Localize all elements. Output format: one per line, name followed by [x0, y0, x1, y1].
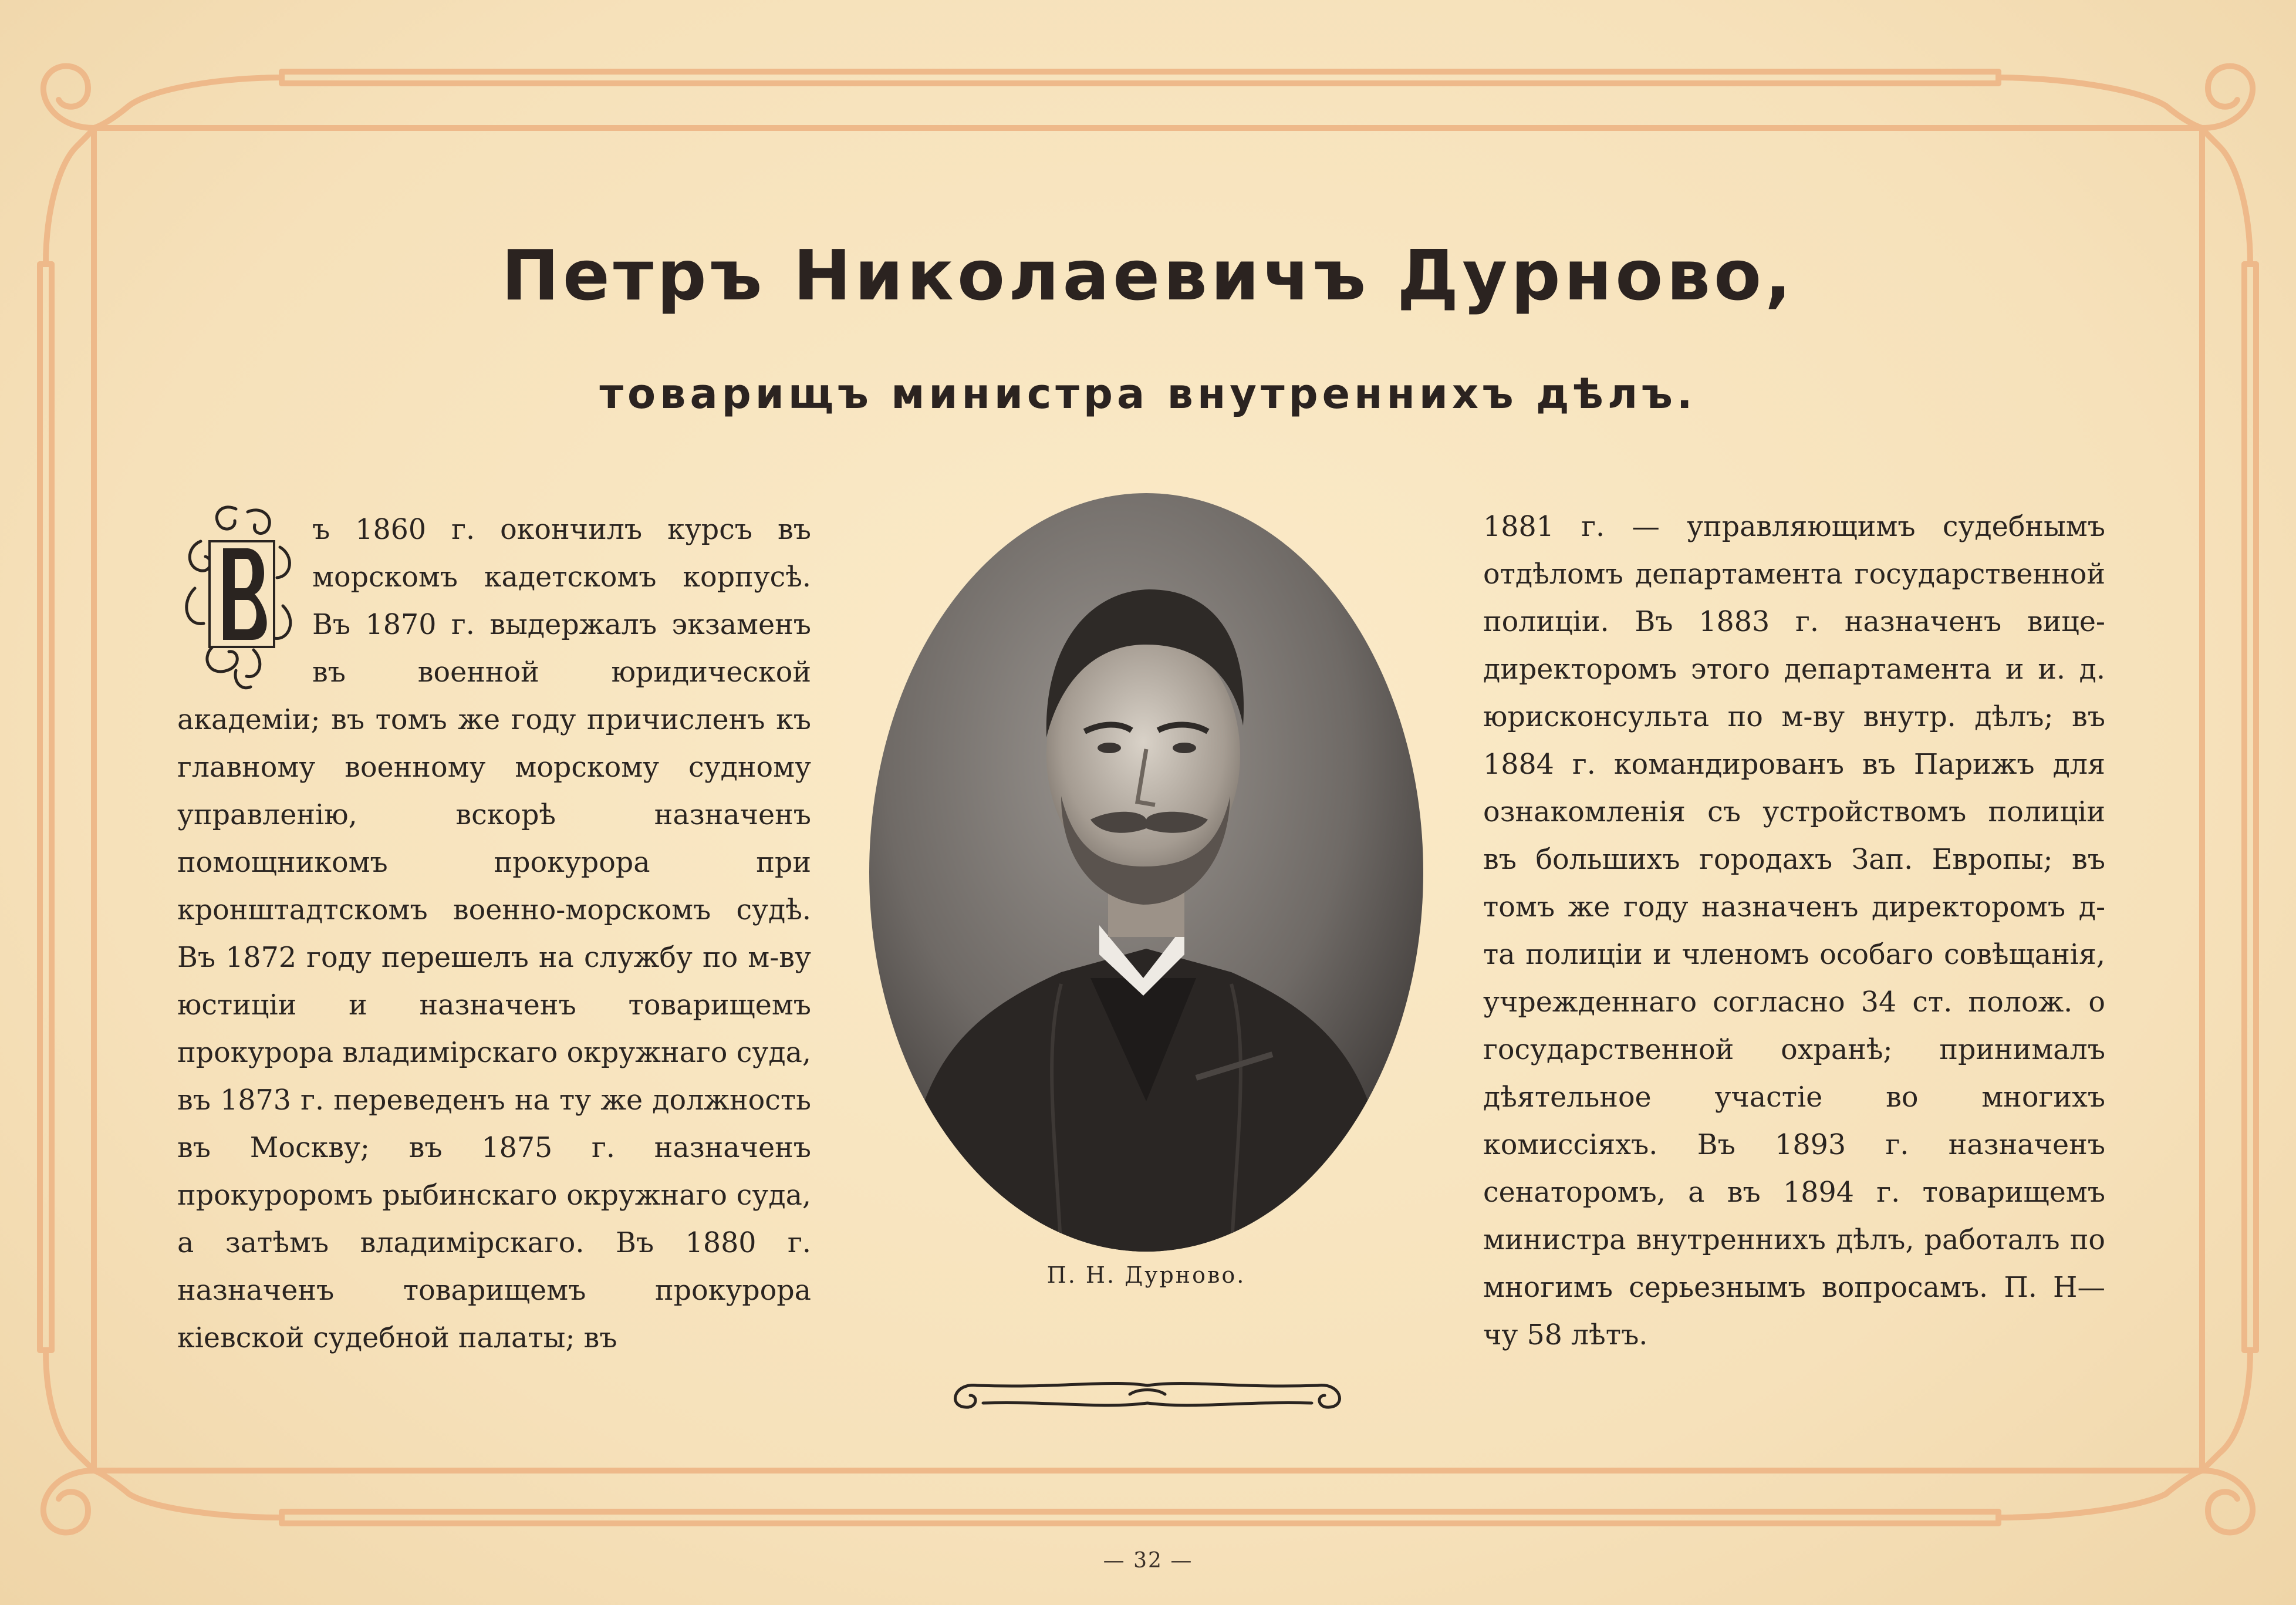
divider-ornament-icon — [942, 1371, 1353, 1418]
right-text-column — [1483, 503, 2105, 1359]
page-subtitle: товарищъ министра внутреннихъ дѣлъ. — [599, 370, 1697, 418]
ornamental-dropcap-icon — [177, 500, 300, 694]
left-column-text: ъ 1860 г. окончилъ курсъ въ морскомъ кадетскомъ корпусѣ. Въ 1870 г. выдержалъ экзаменъ въ военной юридической академіи; въ томъ же году причисленъ къ главному военному морскому судному управленію, вскорѣ назначенъ помощникомъ прокурора при кронштадтскомъ военно-морскомъ судѣ. Въ 1872 году перешелъ на службу по м-ву юстиціи и назначенъ товарищемъ прокурора владимірскаго окружнаго суда, въ 1873 г. переведенъ на ту же должность въ Москву; въ 1875 г. назначенъ прокуроромъ рыбинскаго окружнаго суда, а затѣмъ владимірскаго. Въ 1880 г. назначенъ товарищемъ прокурора кіевской судебной палаты; въ — [177, 514, 811, 1354]
portrait-photo — [867, 491, 1425, 1254]
portrait-caption: П. Н. Дурново. — [1046, 1262, 1246, 1288]
page-title: Петръ Николаевичъ Дурново, — [501, 235, 1795, 316]
page-number: — 32 — — [1103, 1549, 1193, 1573]
left-text-column — [177, 506, 811, 1362]
right-column-text: 1881 г. — управляющимъ судебнымъ отдѣломъ департамента государственной полиціи. Въ 1883 г. назначенъ вице-директоромъ этого департамента и и. д. юрисконсульта по м-ву внутр. дѣлъ; въ 1884 г. командированъ въ Парижъ для ознакомленія съ устройствомъ полиціи въ большихъ городахъ Зап. Европы; въ томъ же году назначенъ директоромъ д-та полиціи и членомъ особаго совѣщанія, учрежденнаго согласно 34 ст. полож. о государственной охранѣ; принималъ дѣятельное участіе во многихъ комиссіяхъ. Въ 1893 г. назначенъ сенаторомъ, а въ 1894 г. товарищемъ министра внутреннихъ дѣлъ, работалъ по многимъ серьезнымъ вопросамъ. П. Н—чу 58 лѣтъ. — [1483, 511, 2105, 1351]
